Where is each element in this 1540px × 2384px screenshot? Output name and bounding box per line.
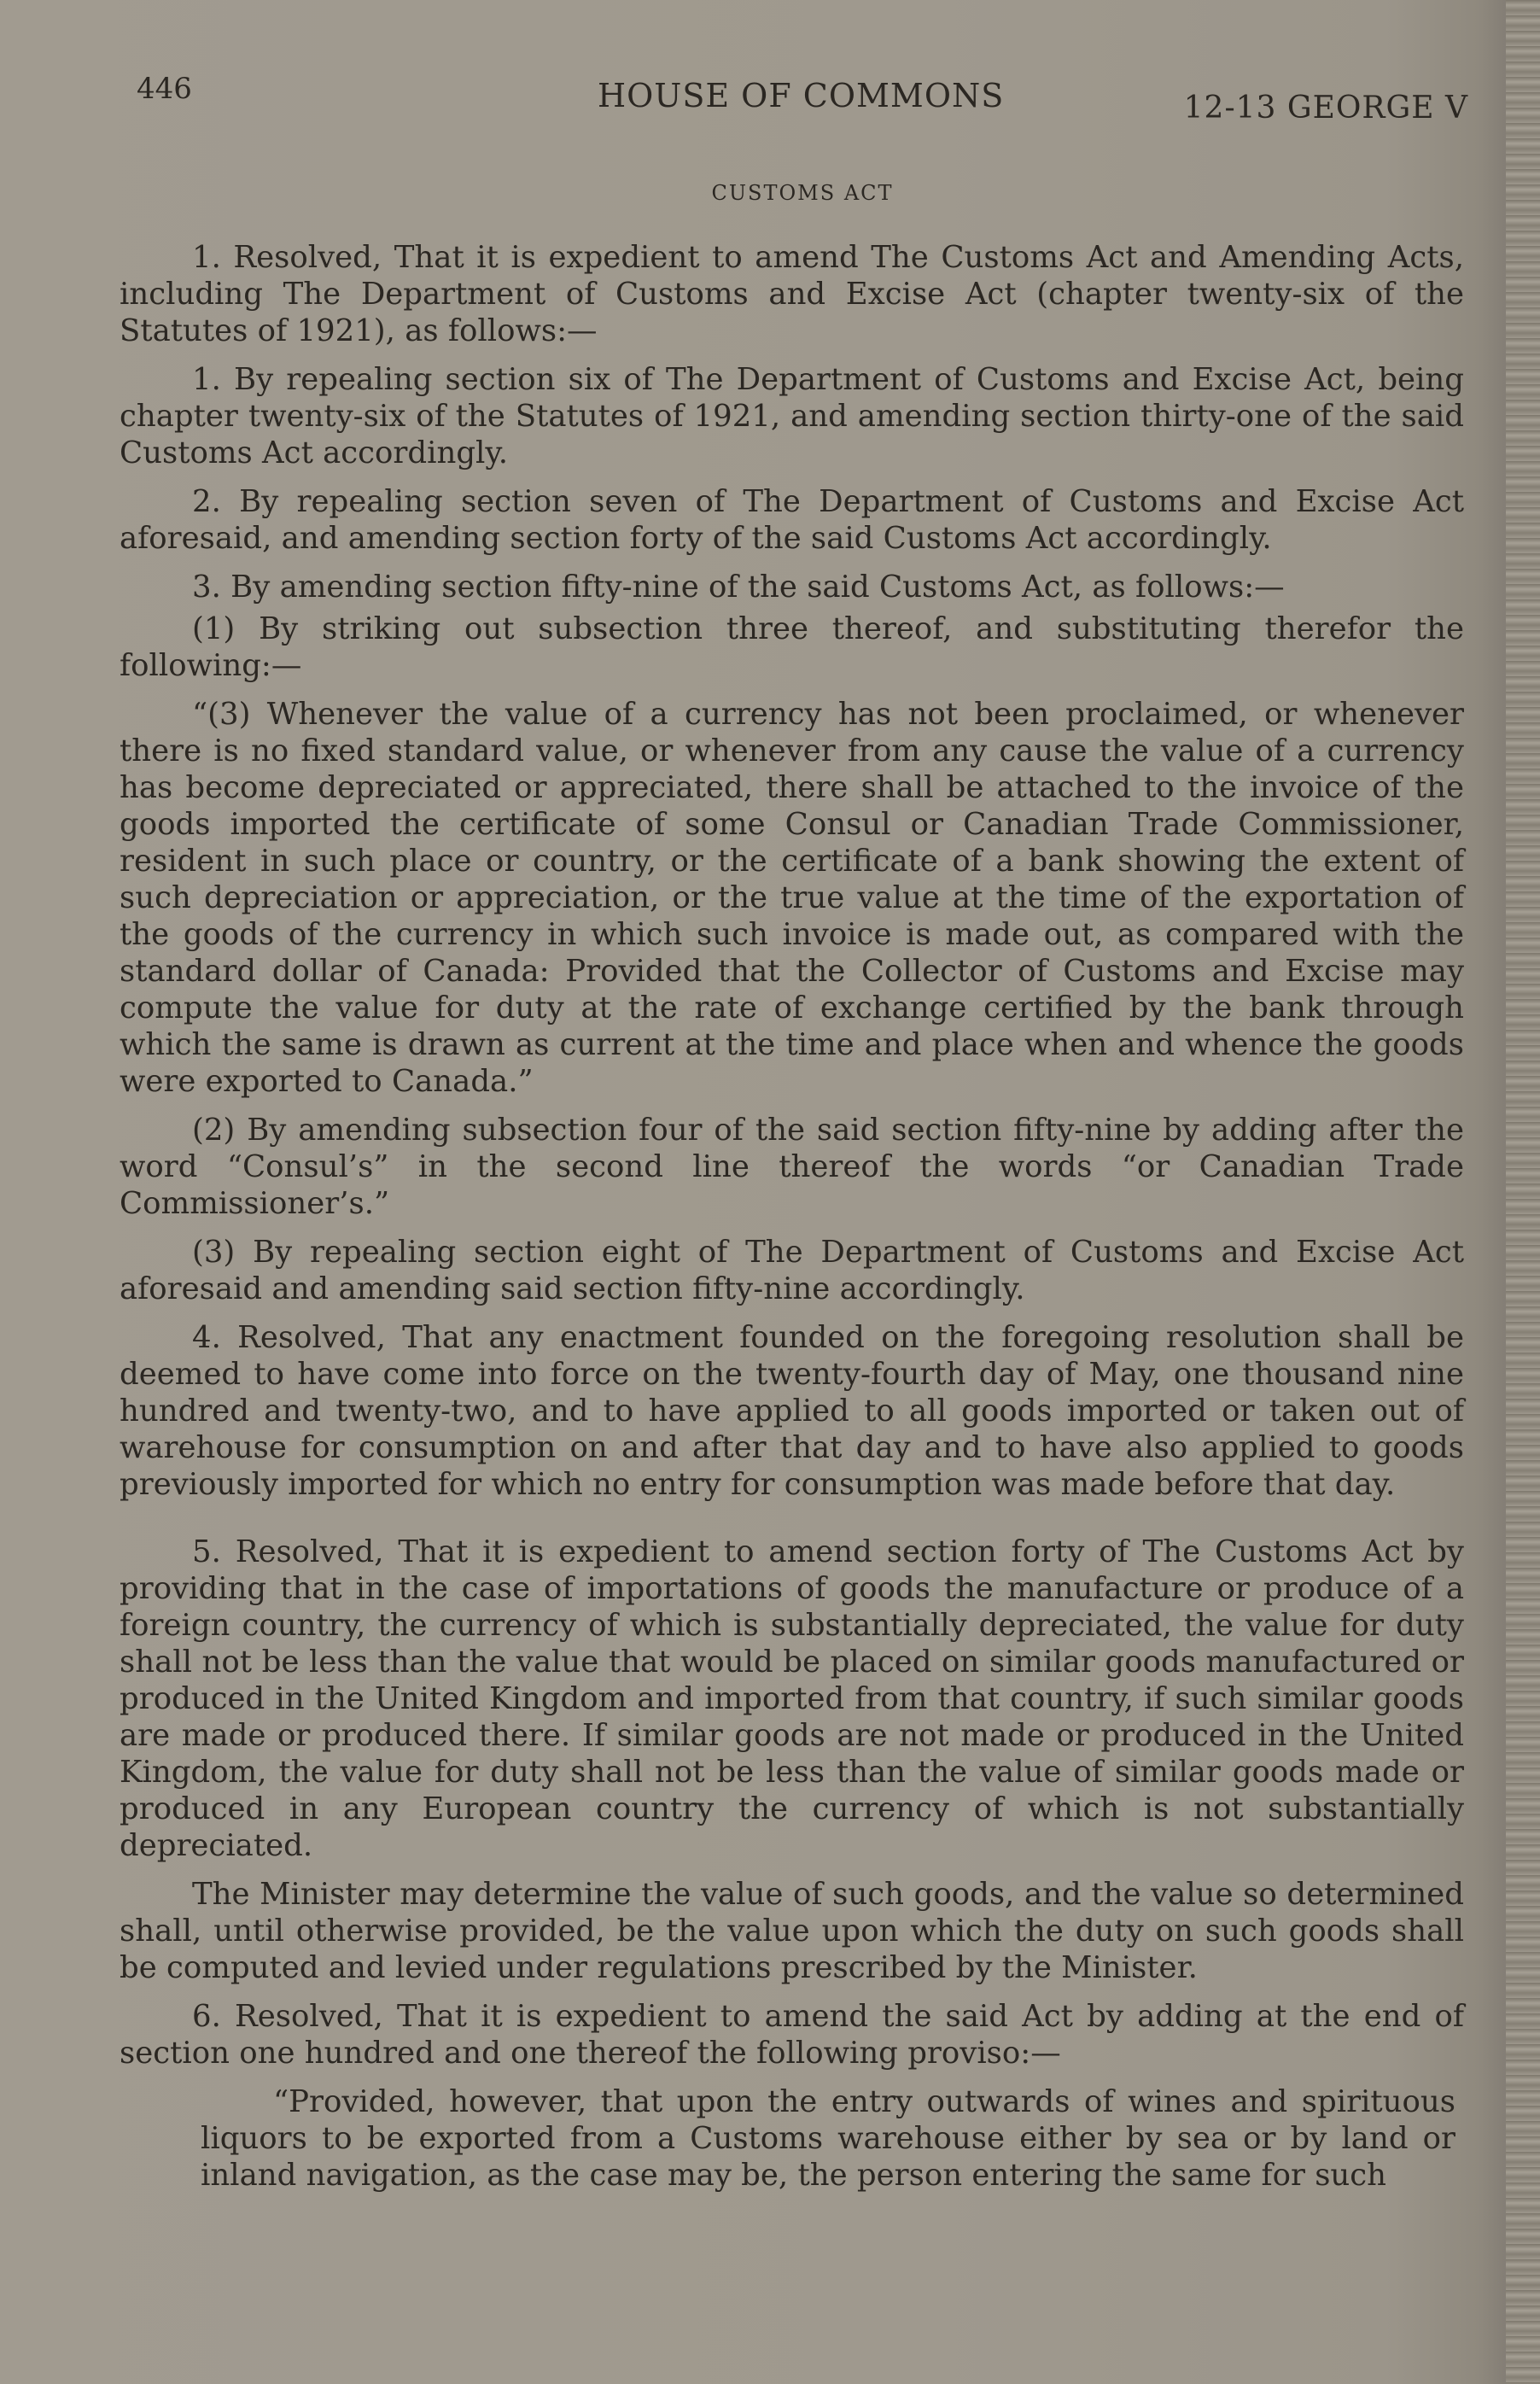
paragraph-item-3: 3. By amending section fifty-nine of the said Customs Act, as follows:— [192, 570, 1285, 605]
running-head: HOUSE OF COMMONS [598, 77, 1005, 114]
paragraph-quoted-subsection-3: “(3) Whenever the value of a currency has not been proclaimed, or whenever there is no fixed standard value, or whenever from any cause the value of a currency has become depreciated or appreciated, there shall be attached to the invoice of the goods imported the certificate of some Consul or Canadian Trade Commissioner, resident in such place or country, or the certificate of a bank showing the extent of such depreciation or appreciation, or the true value at the time of the exportation of the goods of the currency in which such invoice is made out, as compared with the standard dollar of Canada: Provided that the Collector of Customs and Excise may compute the value for duty at the rate of exchange certified by the bank through which the same is drawn as current at the time and place when and whence the goods were exported to Canada.” [120, 697, 1464, 1099]
section-title: CUSTOMS ACT [711, 181, 894, 205]
page-header [137, 72, 1468, 126]
paragraph-minister-value: The Minister may determine the value of such goods, and the value so determined shall, until otherwise provided, be the value upon which the duty on such goods shall be computed and levied under regulations prescribed by the Minister. [120, 1877, 1464, 1985]
body-text [120, 239, 1464, 2206]
paragraph-resolution-6: 6. Resolved, That it is expedient to amend the said Act by adding at the end of section one hundred and one thereof the following proviso:— [120, 1999, 1464, 2071]
paragraph-item-1: 1. By repealing section six of The Department of Customs and Excise Act, being chapter twenty-six of the Statutes of 1921, and amending section thirty-one of the said Customs Act accordingly. [120, 362, 1464, 470]
paragraph-resolution-4: 4. Resolved, That any enactment founded on the foregoing resolution shall be deemed to have come into force on the twenty-fourth day of May, one thousand nine hundred and twenty-two, and to have applied to all goods imported or taken out of warehouse for consumption on and after that day and to have also applied to goods previously imported for which no entry for consumption was made before that day. [120, 1320, 1464, 1502]
paragraph-item-2: 2. By repealing section seven of The Department of Customs and Excise Act aforesaid, and amending section forty of the said Customs Act accordingly. [120, 484, 1464, 556]
paragraph-resolution-5: 5. Resolved, That it is expedient to amend section forty of The Customs Act by providing that in the case of importations of goods the manufacture or produce of a foreign country, the currency of which is substantially depreciated, the value for duty shall not be less than the value that would be placed on similar goods manufactured or produced in the United Kingdom and imported from that country, if such similar goods are made or produced there. If similar goods are not made or produced in the United Kingdom, the value for duty shall not be less than the value of similar goods made or produced in any European country the currency of which is not substantially depreciated. [120, 1534, 1464, 1863]
regnal-year: 12-13 GEORGE V [1183, 91, 1468, 126]
paragraph-subitem-1: (1) By striking out subsection three thereof, and substituting therefor the following:— [120, 611, 1464, 683]
paragraph-proviso-quote: “Provided, however, that upon the entry outwards of wines and spirituous liquors to be exported from a Customs warehouse either by sea or by land or inland navigation, as the case may be, the person entering the same for such [201, 2084, 1455, 2193]
paragraph-subitem-2: (2) By amending subsection four of the said section fifty-nine by adding after the word “Consul’s” in the second line thereof the words “or Canadian Trade Commissioner’s.” [120, 1113, 1464, 1221]
book-spine-edge [1506, 0, 1540, 2384]
paragraph-subitem-3: (3) By repealing section eight of The Department of Customs and Excise Act aforesaid and amending said section fifty-nine accordingly. [120, 1235, 1464, 1306]
paragraph-resolution-1: 1. Resolved, That it is expedient to amend The Customs Act and Amending Acts, including The Department of Customs and Excise Act (chapter twenty-six of the Statutes of 1921), as follows:— [120, 240, 1464, 348]
page-number: 446 [137, 72, 192, 106]
